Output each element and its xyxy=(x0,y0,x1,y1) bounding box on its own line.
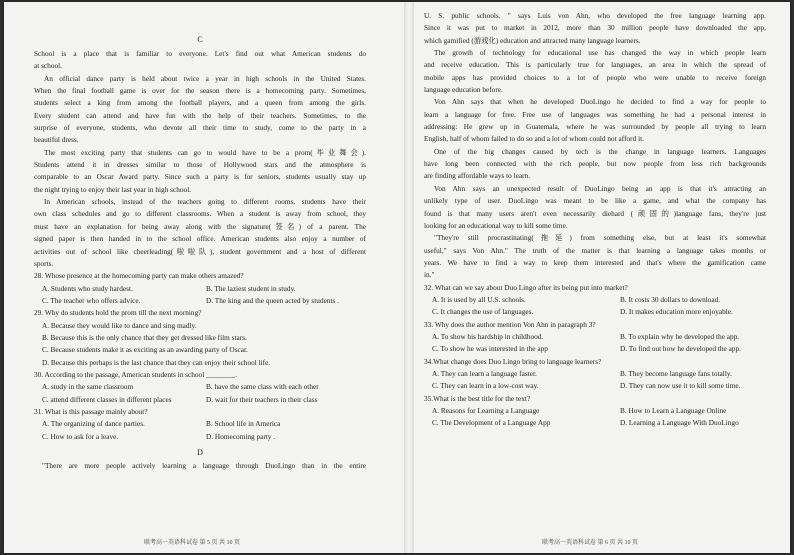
options-row xyxy=(424,294,766,306)
passage-line: mobile apps has provided choices to a lot of people who were unable to receive foreign xyxy=(424,72,766,82)
passage-line: sports. xyxy=(34,258,54,268)
options-row xyxy=(424,306,766,318)
question-31: 31. What is this passage mainly about? xyxy=(34,406,148,416)
option-c: C. The Development of a Language App xyxy=(432,418,551,428)
option-a: A. Reasons for Learning a Language xyxy=(432,406,540,415)
option-b: B. They become language fans totally. xyxy=(620,368,732,378)
options-row xyxy=(34,295,366,307)
passage-line: comparable to an Oscar Award party. Since such a party is for seniors, students usually stay up xyxy=(34,172,366,182)
page-footer-right: 联考高一英语科试卷 第 6 页 共 10 页 xyxy=(542,540,639,546)
question-35: 35.What is the best title for the text? xyxy=(424,393,531,403)
passage-line: in." xyxy=(424,270,435,280)
right-page xyxy=(424,10,766,430)
section-heading-c: C xyxy=(197,35,203,44)
options-row xyxy=(424,368,766,380)
passage-line: students select a king from among the football players, and a queen from among the girls. xyxy=(34,98,366,108)
option-c: C. How to ask for a leave. xyxy=(42,431,119,441)
option-c: C. They can learn in a low-cost way. xyxy=(432,381,539,391)
options-row xyxy=(424,380,766,392)
passage-line: useful," says Von Ahn." The truth of the matter is that learning a language takes months or xyxy=(424,245,766,255)
passage-line: and receive education. This is particularly true for languages, an area in which the spread of xyxy=(424,60,766,70)
option-b: B. It costs 30 dollars to download. xyxy=(620,294,721,304)
passage-line: looking for an educational way to kill some time. xyxy=(424,220,568,230)
passage-line: surprise of everyone, students, who devote all their time to study, come to the party in a xyxy=(34,123,366,133)
option-c: C. To show he was interested in the app xyxy=(432,344,548,354)
question-30: 30. According to the passage, American students in school ________. xyxy=(34,369,238,379)
passage-line: years. We have to find a way to keep them interested and that's where the gamification came xyxy=(424,257,766,267)
passage-line: When the final football game is over for the season there is a homecoming party. Sometimes, xyxy=(34,86,366,96)
options-row xyxy=(34,381,366,393)
question-28: 28. Whose presence at the homecoming party can make others amazed? xyxy=(34,271,244,281)
passage-line: at school. xyxy=(34,61,62,71)
option-c: C. attend different classes in different places xyxy=(42,394,172,404)
option-a: A. It is used by all U.S. schools. xyxy=(432,294,526,304)
passage-line: which gamified (游戏化) education and attracted many language learners. xyxy=(424,35,641,45)
options-row xyxy=(424,405,766,417)
options-row xyxy=(424,417,766,429)
option-b: B. School life in America xyxy=(206,419,281,429)
question-34: 34.What change does Duo Lingo bring to language learners? xyxy=(424,356,602,366)
passage-line: Students attend it in dresses similar to those of Hollywood stars and the atmosphere is xyxy=(34,160,366,170)
question-33: 33. Why does the author mention Von Ahn in paragraph 3? xyxy=(424,319,596,329)
page-fold xyxy=(404,2,414,553)
exam-sheet xyxy=(4,2,790,553)
passage-line: unlikely type of user. DuoLingo was meant to be like a game, and what the company has xyxy=(424,196,766,206)
option-a: A. To show his hardship in childhood. xyxy=(432,331,544,341)
option-a: A. study in the same classroom xyxy=(42,382,134,392)
option-b: B. How to Learn a Language Online xyxy=(620,406,727,415)
passage-line: are finding affordable ways to learn. xyxy=(424,171,531,181)
options-row xyxy=(34,283,366,295)
passage-line: The growth of technology for educational use has changed the way in which people learn xyxy=(434,48,766,58)
option-d: D. To find out how he developed the app. xyxy=(620,344,741,354)
option-d: D. It makes education more enjoyable. xyxy=(620,307,733,317)
question-32: 32. What can we say about Duo Lingo after its being put into market? xyxy=(424,282,628,292)
passage-line: must have an explanation for being away along with the signature(签名) of a parent. The xyxy=(34,221,366,231)
passage-line: have long been connected with the rich people, but now people from less rich backgrounds xyxy=(424,159,766,169)
option-b: B. To explain why he developed the app. xyxy=(620,331,740,341)
page-footer-left: 联考高一英语科试卷 第 5 页 共 10 页 xyxy=(144,540,241,546)
passage-line: An official dance party is held about twice a year in high schools in the United States. xyxy=(44,73,366,83)
passage-line: U. S. public schools. " says Luis von Ahn, who developed the free language learning app. xyxy=(424,11,766,20)
option-c: C. The teacher who offers advice. xyxy=(42,295,141,305)
option-d: D. Because this perhaps is the last chance that they can enjoy their school life. xyxy=(42,357,271,367)
option-b: B. The laziest student in study. xyxy=(206,283,296,293)
options-row xyxy=(34,431,366,443)
option-a: A. Students who study hardest. xyxy=(42,283,133,293)
passage-line: activities out of school like cheerleading(啦啦队), student government and a host of different xyxy=(34,246,366,256)
passage-line: Von Ahn says that when he developed DuoLingo he decided to find a way for people to xyxy=(434,97,766,107)
passage-line: the night trying to enjoy their last year in high school. xyxy=(34,184,192,194)
options-row xyxy=(424,331,766,343)
options-row xyxy=(424,343,766,355)
passage-line: addressing: He grew up in Guatemala, where he was surrounded by people all trying to learn xyxy=(424,122,766,132)
option-a: A. They can learn a language faster. xyxy=(432,368,537,378)
question-29: 29. Why do students hold the prom till the next morning? xyxy=(34,308,202,318)
option-d: D. wait for their teachers in their class xyxy=(206,394,318,404)
option-b: B. Because this is the only chance that they get dressed like film stars. xyxy=(42,332,247,342)
option-a: A. The organizing of dance parties. xyxy=(42,419,145,429)
option-d: D. Learning a Language With DuoLingo xyxy=(620,418,739,428)
option-b: B. have the same class with each other xyxy=(206,382,319,392)
passage-line: Von Ahn says an unexpected result of DuoLingo being an app is that it's attracting an xyxy=(434,183,766,193)
options-row xyxy=(34,418,366,430)
passage-line: The most exciting party that students can go to would have to be a prom(毕业舞会). xyxy=(44,147,366,157)
option-c: C. Because students make it as exciting as an awarding party of Oscar. xyxy=(42,345,248,355)
passage-line: Since it was put to market in 2012, more than 30 million people have downloaded the app, xyxy=(424,23,766,33)
passage-line: signed paper is then handed in to the school office. American students also enjoy a number of xyxy=(34,234,366,244)
section-heading-d: D xyxy=(197,448,203,457)
passage-line: language education before. xyxy=(424,85,503,95)
passage-line: English, half of whom failed to do so and a lot of whom could not afford it. xyxy=(424,134,644,144)
passage-line: Every student can attend and have fun with the help of their teachers. Sometimes, to the xyxy=(34,110,366,120)
passage-line: One of the big changes caused by tech is the change in language learners. Languages xyxy=(434,146,766,156)
option-c: C. It changes the use of languages. xyxy=(432,307,534,317)
passage-line: found is that many users aren't even necessarily diehard (顽固的)language fans, they're just xyxy=(424,208,766,218)
option-d: D. Homecoming party . xyxy=(206,431,276,441)
passage-line: School is a place that is familiar to everyone. Let's find out what American students do xyxy=(34,49,366,58)
options-row xyxy=(34,394,366,406)
passage-line: In American schools, instead of the teachers going to different rooms, students have their xyxy=(44,197,366,207)
left-page xyxy=(34,8,366,472)
passage-line: beautiful dress. xyxy=(34,135,79,145)
passage-line: "They're still procrastinating(拖延) from something else, but at least it's somewhat xyxy=(434,233,766,243)
passage-line: own class schedules and go to different classrooms. When a student is away from school, they xyxy=(34,209,366,219)
passage-line: "There are more people actively learning a language through DuoLingo than in the entire xyxy=(42,461,366,470)
option-a: A. Because they would like to dance and sing madly. xyxy=(42,320,197,330)
option-d: D. The king and the queen acted by students . xyxy=(206,295,340,305)
passage-line: learn a language for free. Free use of languages was something he had a personal interest in xyxy=(424,109,766,119)
option-d: D. They can now use it to kill some time. xyxy=(620,381,741,391)
